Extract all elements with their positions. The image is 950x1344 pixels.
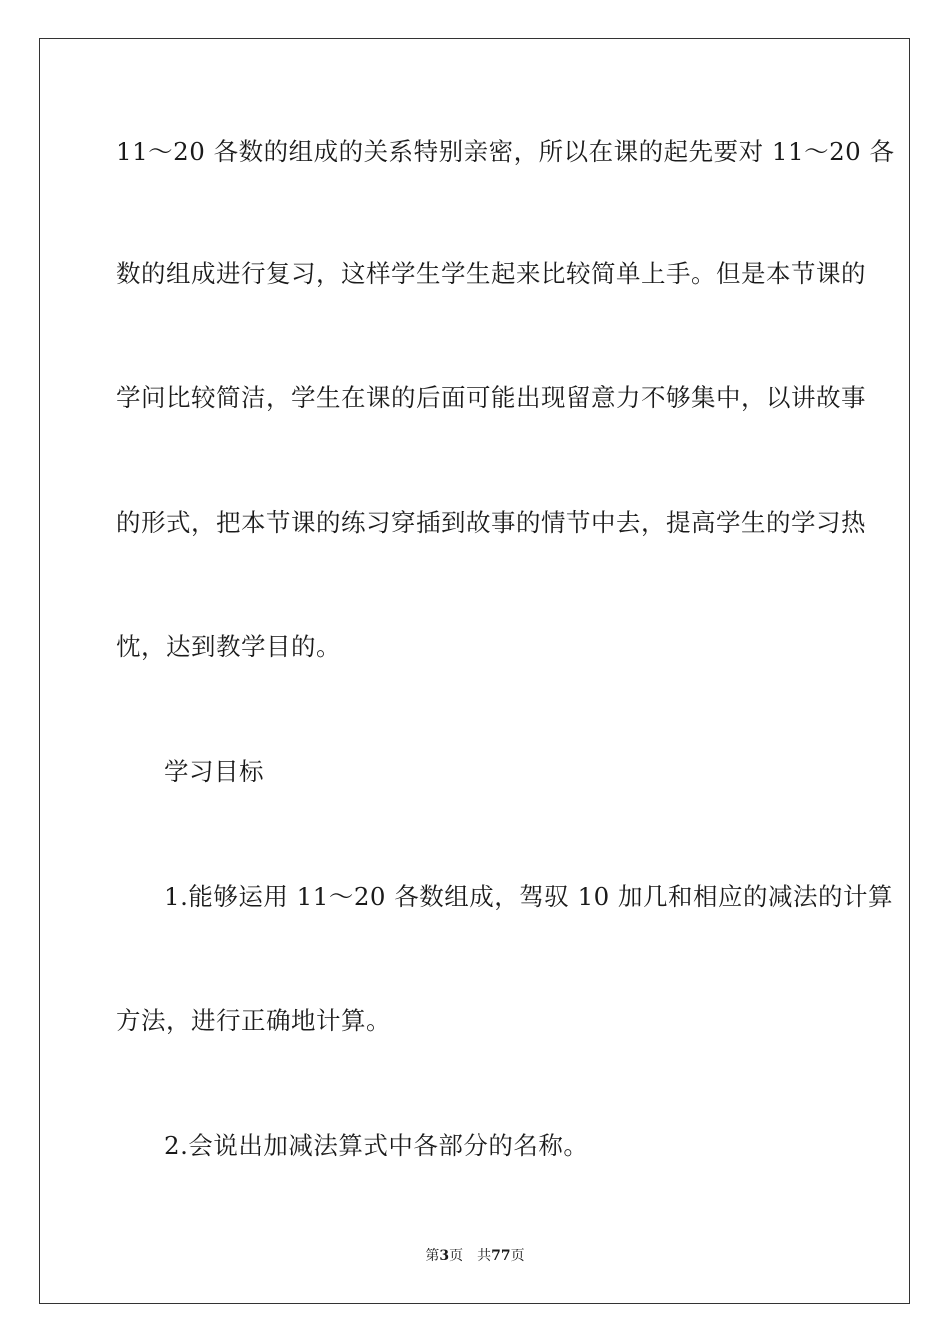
body-line-1: 11～20 各数的组成的关系特别亲密，所以在课的起先要对 11～20 各 (116, 137, 895, 166)
objective-2: 2.会说出加减法算式中各部分的名称。 (164, 1131, 589, 1160)
body-line-3: 学问比较简洁，学生在课的后面可能出现留意力不够集中，以讲故事 (116, 383, 866, 412)
footer-total-suffix: 页 (510, 1248, 525, 1264)
footer-page-suffix: 页 (449, 1248, 464, 1264)
section-heading: 学习目标 (164, 757, 264, 786)
body-line-2: 数的组成进行复习，这样学生学生起来比较简单上手。但是本节课的 (116, 259, 866, 288)
page-footer (0, 1246, 950, 1266)
footer-total-pages: 77 (491, 1248, 511, 1264)
page-border (39, 38, 910, 1304)
footer-page-number: 3 (439, 1248, 450, 1264)
body-line-4: 的形式，把本节课的练习穿插到故事的情节中去，提高学生的学习热 (116, 508, 866, 537)
footer-prefix: 第 (425, 1248, 440, 1264)
objective-1-line-2: 方法，进行正确地计算。 (116, 1006, 391, 1035)
objective-1-line-1: 1.能够运用 11～20 各数组成，驾驭 10 加几和相应的减法的计算 (164, 882, 894, 911)
body-line-5: 忱，达到教学目的。 (116, 632, 341, 661)
footer-total-prefix: 共 (477, 1248, 492, 1264)
